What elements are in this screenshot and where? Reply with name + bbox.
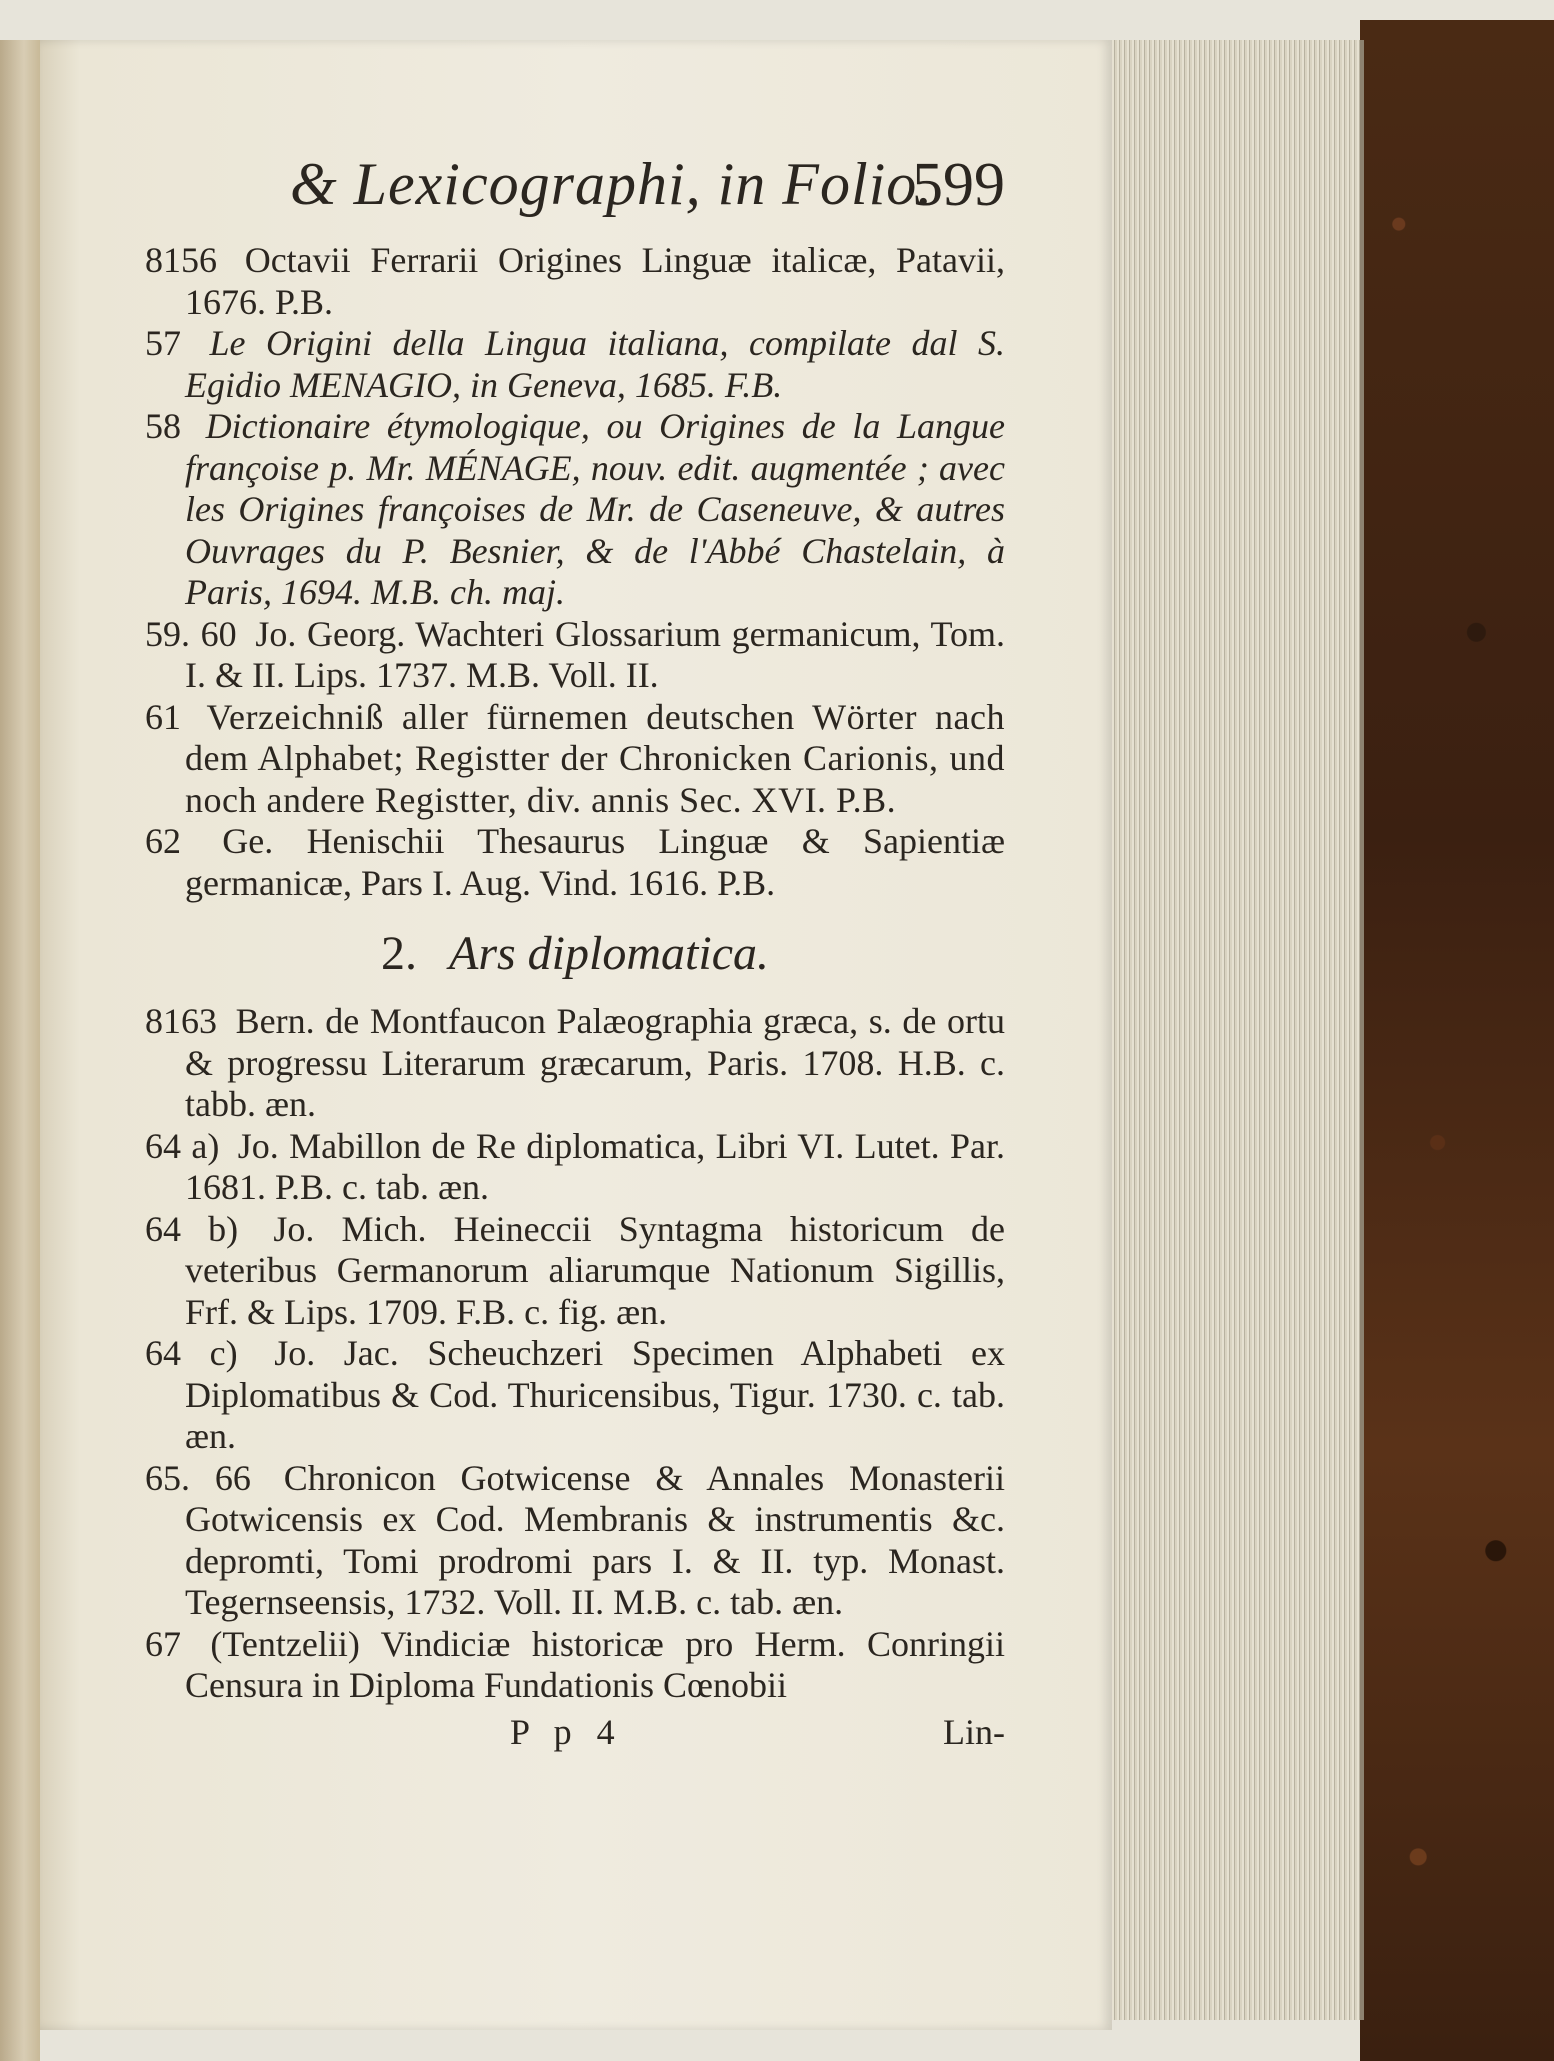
signature-mark: P p 4 (510, 1711, 623, 1752)
entry-text: Jo. Georg. Wachteri Glossarium germanicum, Tom. I. & II. Lips. 1737. M.B. Voll. II. (185, 613, 1006, 695)
entry-text: Verzeichniß aller fürnemen deutschen Wörter nach dem Alphabet; Registter der Chronicken Carionis, und noch andere Registter, div. annis Sec. XVI. P.B. (185, 696, 1005, 820)
entry-number: 57 (145, 323, 181, 363)
entries-before (145, 240, 1005, 904)
list-item (145, 1333, 1005, 1458)
entry-number: 67 (145, 1623, 181, 1664)
list-item (145, 1624, 1005, 1707)
entry-text: (Tentzelii) Vindiciæ historicæ pro Herm. Conringii Censura in Diploma Fundationis Cœnobii (185, 1623, 1005, 1705)
section-title: Ars diplomatica. (449, 927, 769, 980)
entry-text: Ge. Henischii Thesaurus Linguæ & Sapientiæ germanicæ, Pars I. Aug. Vind. 1616. P.B. (185, 821, 1005, 903)
list-item (145, 1001, 1005, 1126)
entry-text: Chronicon Gotwicense & Annales Monasterii Gotwicensis ex Cod. Membranis & instrumentis &c. depromti, Tomi prodromi pars I. & II. typ. Monast. Tegernseensis, 1732. Voll. II. M.B. c. tab. æn. (185, 1457, 1006, 1622)
entry-text: Le Origini della Lingua italiana, compilate dal S. Egidio MENAGIO, in Geneva, 1685. F.B. (185, 323, 1005, 405)
list-item (145, 821, 1005, 904)
entry-number: 8156 (145, 240, 217, 280)
book-cover (1360, 20, 1554, 2061)
left-page-edge (0, 40, 40, 2061)
entry-number: 8163 (145, 1001, 217, 1041)
catchword: Lin- (943, 1711, 1005, 1752)
entry-text: Dictionaire étymologique, ou Origines de la Langue françoise p. Mr. MÉNAGE, nouv. edit. augmentée ; avec les Origines françoises de Mr. de Caseneuve, & autres Ouvrages du P. Besnier, & de l'Abbé Chastelain, à Paris, 1694. M.B. ch. maj. (185, 406, 1006, 612)
list-item (145, 323, 1005, 406)
entry-number: 61 (145, 696, 181, 737)
entry-number: 64 c) (145, 1333, 238, 1373)
entry-text: Jo. Mabillon de Re diplomatica, Libri VI. Lutet. Par. 1681. P.B. c. tab. æn. (185, 1125, 1006, 1207)
entry-number: 64 a) (145, 1125, 220, 1166)
running-head (145, 140, 1005, 220)
entry-text: Octavii Ferrarii Origines Linguæ italicæ, Patavii, 1676. P.B. (185, 240, 1006, 322)
page-content (145, 140, 1005, 1761)
running-head-title: & Lexicographi, in Folio. (290, 151, 934, 217)
list-item (145, 1209, 1005, 1334)
entry-number: 65. 66 (145, 1457, 251, 1498)
page-footer (145, 1711, 1005, 1761)
entry-number: 58 (145, 406, 181, 446)
entries-after (145, 1001, 1005, 1707)
list-item (145, 406, 1005, 614)
section-number: 2. (381, 927, 417, 980)
entry-text: Bern. de Montfaucon Palæographia græca, s. de ortu & progressu Literarum græcarum, Paris. 1708. H.B. c. tabb. æn. (185, 1001, 1006, 1124)
section-heading (145, 926, 1005, 981)
entry-number: 64 b) (145, 1208, 239, 1249)
list-item (145, 614, 1005, 697)
book-page (40, 40, 1112, 2030)
list-item (145, 697, 1005, 822)
page-block-edges (1112, 40, 1364, 2020)
entry-text: Jo. Jac. Scheuchzeri Specimen Alphabeti ex Diplomatibus & Cod. Thuricensibus, Tigur. 1730. c. tab. æn. (185, 1333, 1006, 1456)
list-item (145, 1126, 1005, 1209)
list-item (145, 1458, 1005, 1624)
entry-number: 59. 60 (145, 613, 237, 654)
page-number: 599 (912, 151, 1005, 219)
entry-text: Jo. Mich. Heineccii Syntagma historicum de veteribus Germanorum aliarumque Nationum Sigillis, Frf. & Lips. 1709. F.B. c. fig. æn. (185, 1208, 1005, 1332)
entry-number: 62 (145, 821, 181, 861)
list-item (145, 240, 1005, 323)
